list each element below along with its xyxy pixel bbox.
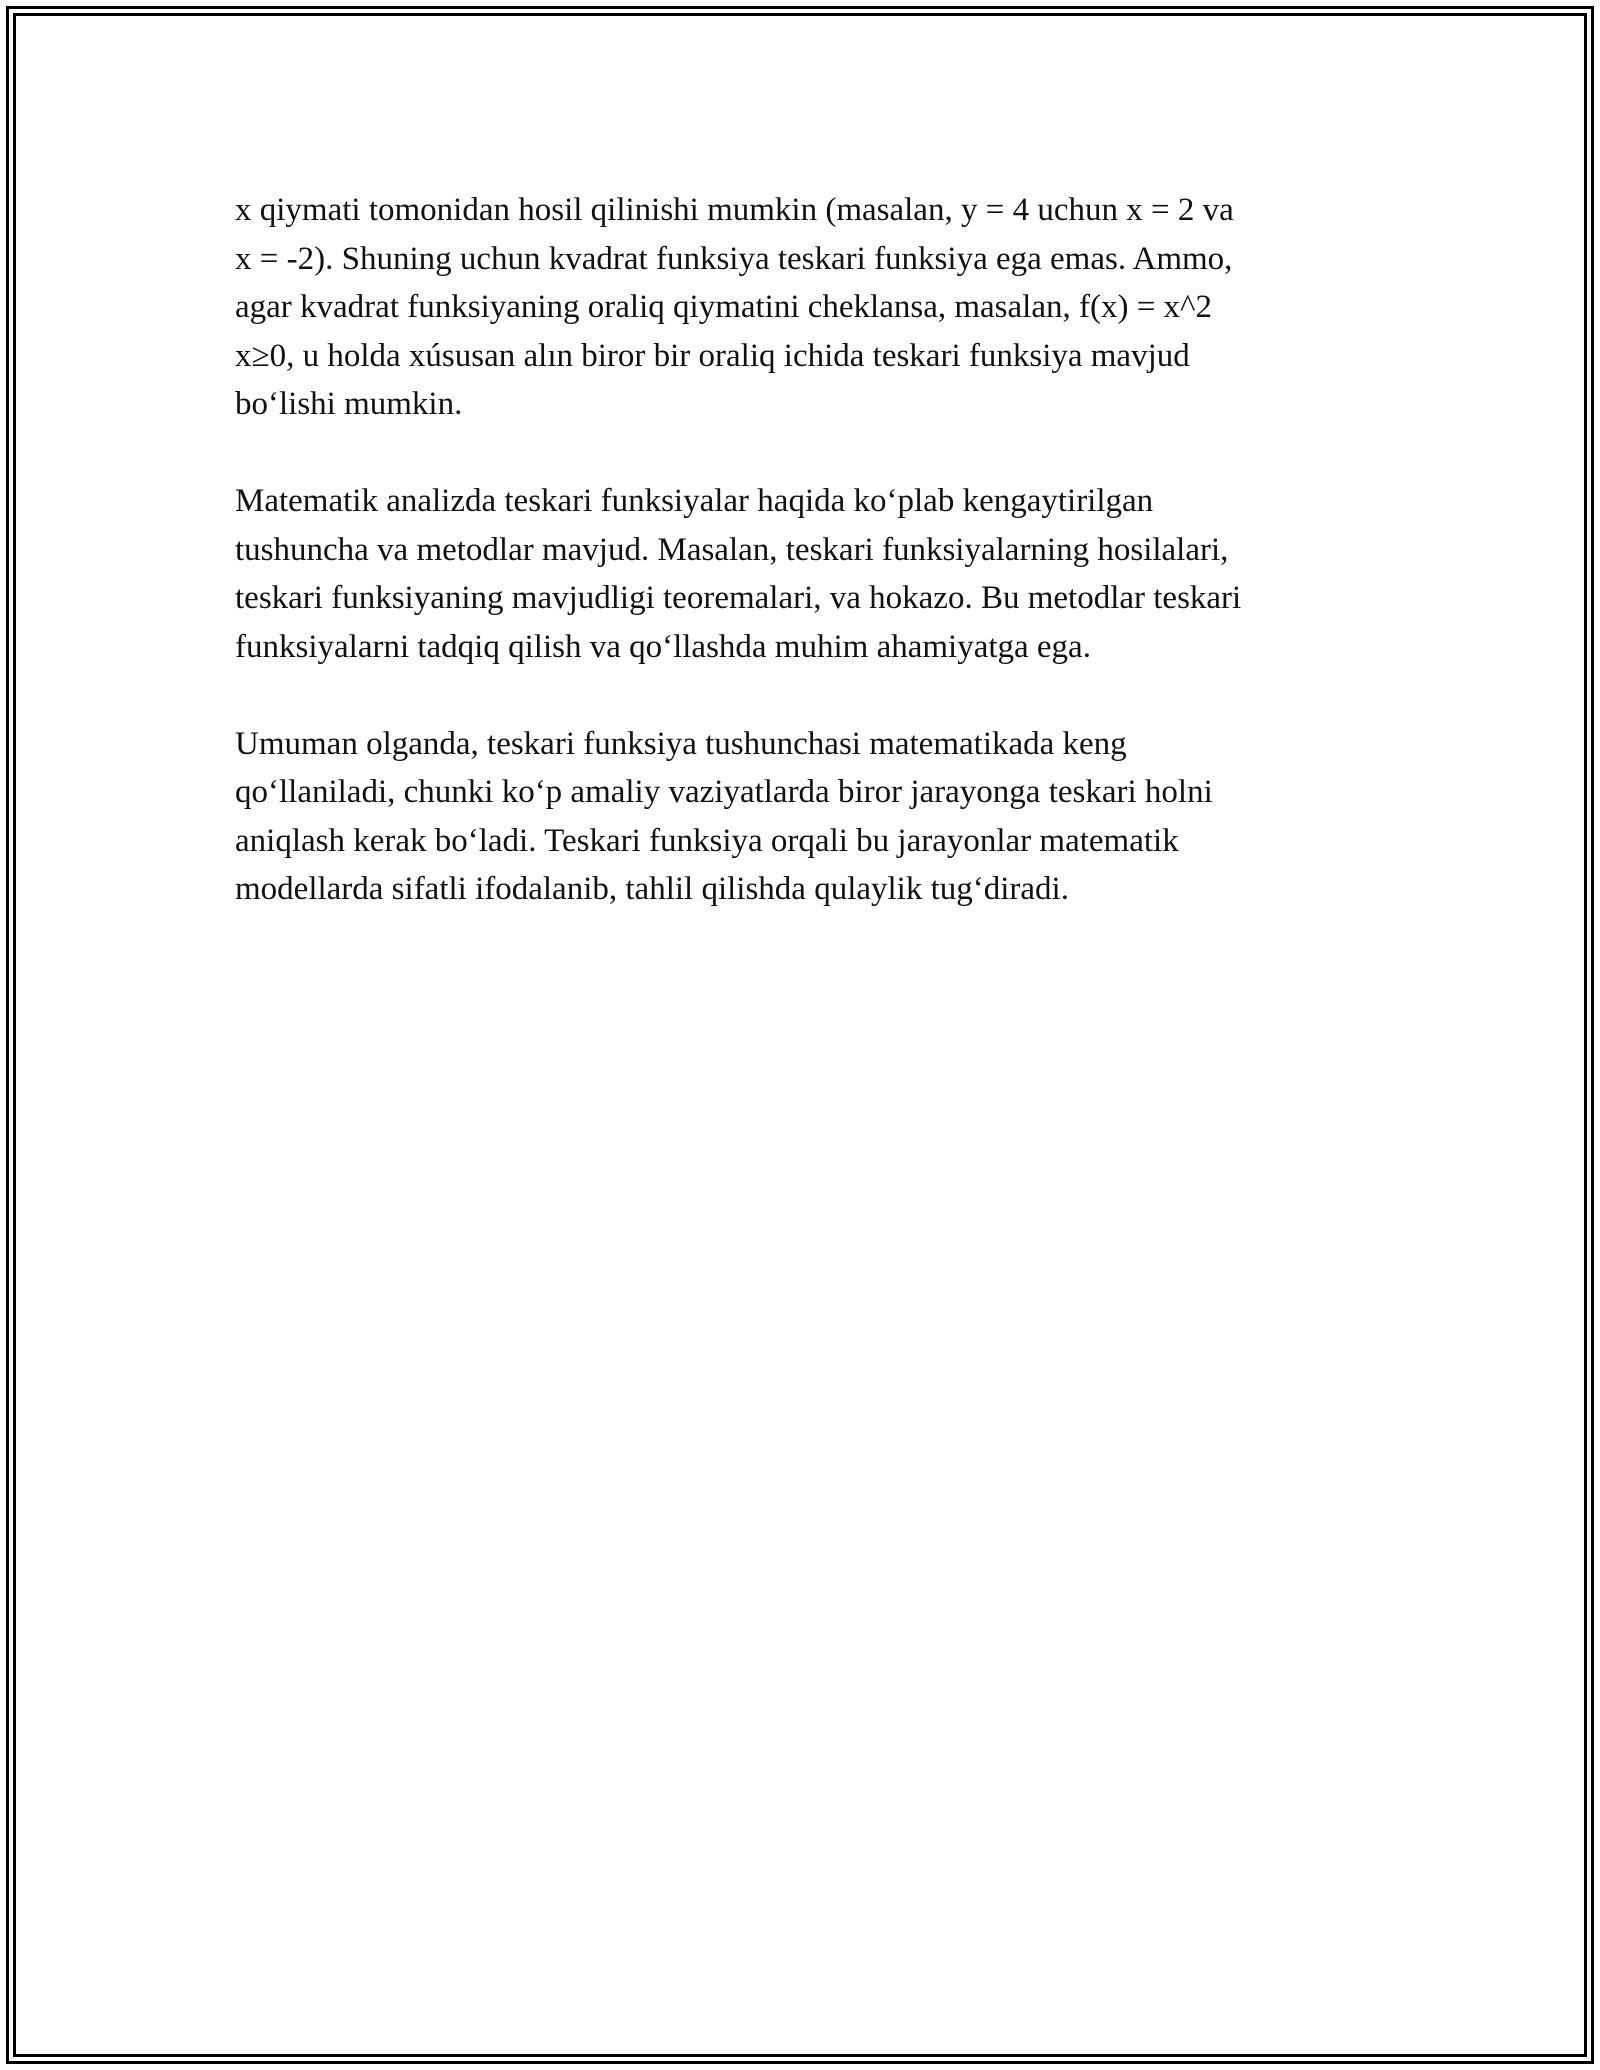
document-body bbox=[235, 186, 1365, 962]
paragraph-3 bbox=[235, 720, 1365, 914]
text-line: Matematik analizda teskari funksiyalar haqida ko‘plab kengaytirilgan bbox=[235, 483, 1154, 519]
text-line: modellarda sifatli ifodalanib, tahlil qilishda qulaylik tug‘diradi. bbox=[235, 871, 1069, 907]
text-line: funksiyalarni tadqiq qilish va qo‘llashda muhim ahamiyatga ega. bbox=[235, 628, 1091, 665]
text-line: teskari funksiyaning mavjudligi teoremalari, va hokazo. Bu metodlar teskari bbox=[235, 580, 1242, 616]
text-line: Umuman olganda, teskari funksiya tushunchasi matematikada keng bbox=[235, 725, 1127, 762]
text-line: bo‘lishi mumkin. bbox=[235, 386, 463, 422]
paragraph-1 bbox=[235, 186, 1365, 429]
text-line: tushuncha va metodlar mavjud. Masalan, teskari funksiyalarning hosilalari, bbox=[235, 531, 1229, 568]
text-line: qo‘llaniladi, chunki ko‘p amaliy vaziyatlarda biror jarayonga teskari holni bbox=[235, 774, 1213, 810]
text-line: x≥0, u holda xúsusan alın biror bir oraliq ichida teskari funksiya mavjud bbox=[235, 337, 1190, 374]
text-line: agar kvadrat funksiyaning oraliq qiymatini cheklansa, masalan, f(x) = x^2 bbox=[235, 289, 1213, 325]
paragraph-2 bbox=[235, 477, 1365, 671]
text-line: x qiymati tomonidan hosil qilinishi mumkin (masalan, y = 4 uchun x = 2 va bbox=[235, 192, 1234, 228]
text-line: aniqlash kerak bo‘ladi. Teskari funksiya orqali bu jarayonlar matematik bbox=[235, 822, 1179, 859]
text-line: x = -2). Shuning uchun kvadrat funksiya teskari funksiya ega emas. Ammo, bbox=[235, 240, 1233, 277]
